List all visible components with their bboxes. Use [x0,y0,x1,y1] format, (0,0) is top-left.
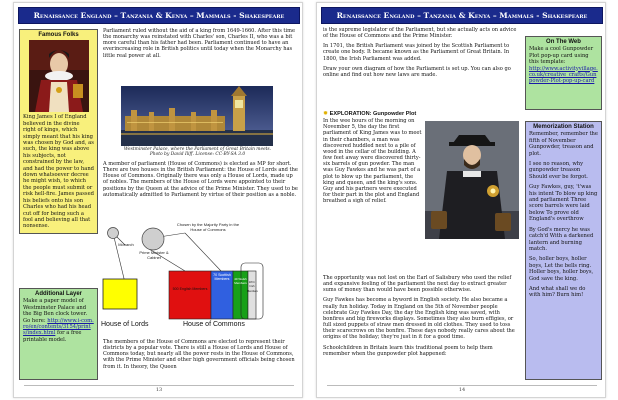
parliament-diagram [101,221,301,337]
right-page [316,2,606,398]
memorization-title: Memorization Station [533,124,594,130]
house-of-commons-paragraph: The members of the House of Commons are elected to represent their districts by a popular vote. There is still a House of Lords and House of Commons today, but nearly all the power rests in the House of Commons, with the Prime Minister and other high government officials being chosen from it. In theory, the Queen [103,339,295,370]
on-the-web-box [525,36,602,110]
poem-stanza-3: Guy Fawkes, guy, 't'was his intent To blow up king and parliament Three score barrels were laid below To prove old England's overthrow [529,184,598,223]
parliament-history-paragraph: Parliament ruled without the aid of a king from 1649-1660. After this time the monarchy was reinstated with Charles' son, Charles II, who was a bit more careful than his father had been. Parliament continued to have an everincreasing role in British politics until today when the Monarchy has little real power at all. [103,28,295,59]
poem-stanza-5: So, holler boys, holler boys, Let the bells ring. Holler boys, holler boys, God save the king. [529,256,594,282]
on-the-web-text: Make a cool Gunpowder Plot pop-up card using this template: [529,46,594,66]
exploration-text: In the wee hours of the morning on November 5, the day the first parliament of King James was to meet in their chambers, a man was discovered huddled next to a pile of wood in the cellar of the building. A few feet away were discovered thirty-six barrels of gun powder. The man was Guy Fawkes and he was part of a plot to blow up the parliament, the king and queen, and the king's sons. Guy and his partners were executed for their part in the plot and England breathed a sigh of relief. [323,118,422,205]
page-number: 13 [155,387,163,393]
westminster-model-link[interactable]: http://www.i-com.ro/en/contents/3154/prints/index.html [23,317,94,337]
scottish-members-label: 70 Scottish Members [213,273,231,282]
gunpowder-aftermath-text: The opportunity was not lost on the Earl of Salisbury who used the relief and expansive feeling of the parliament the next day to extract greater sums of money than would have been possible otherwise. Guy Fawkes has become a byword in English society. He also became a really fun holiday. Today in England on the 5th of November people celebrate Guy Fawkes Day, the day the English king was saved, with bonfires and big fireworks displays. Sometimes they also burn effigies, or full sized puppets of straw men dressed in old clothes. They used to toss their scarecrows on the bonfire. These days nobody really cares about the origins of the holiday; they're just in it for a good time. Schoolchildren in Britain learn this traditional poem to help them remember when the gunpowder plot happened: [323,275,515,357]
additional-layer-title: Additional Layer [34,291,82,297]
monarch-circle [108,228,119,239]
on-the-web-title: On The Web [546,39,581,45]
prime-minister-circle [142,228,164,250]
exploration-section [323,111,423,273]
house-of-commons-label: House of Commons [183,321,245,328]
page-banner: Renaissance England – Tanzania & Kenya – Mammals - Shakespeare [321,7,603,24]
page-number: 14 [458,387,466,393]
westminster-palace-photo [121,86,273,146]
house-of-lords-block [103,279,137,309]
poem-stanza-4: By God's mercy he was catch'd With a darkened lantern and burning match. [529,226,594,252]
famous-folks-text: King James I of England believed in the divine right of kings, which simply meant that his king was chosen by God and, as such, the king was above his subjects, not constrained by the law, and had the power to hand down whatsoever decree he might wish, to which the people must submit or risk hell-fire. James passed his beliefs onto his son Charles who had his head cut off for being such a fool and believing all that nonsense. [23,114,94,230]
king-james-portrait [29,40,89,112]
footer-divider [327,385,597,386]
additional-layer-text: Make a paper model of Westminster Palace and the Big Ben clock tower. Go here: http://www.i-com.ro/en/contents/3154/prints/index.html for a free printable model. [23,298,94,343]
gunpowder-card-link[interactable]: http://www.activityvillage.co.uk/creative_crafts/Gunpowder-Plot-pop-up-card [529,65,598,85]
chosen-by-label: Chosen by the Majority Party in the House of Commons [176,222,240,232]
parliament-diagram-shapes [101,221,301,337]
guy-fawkes-illustration [425,121,519,239]
left-page [13,2,303,398]
exploration-title: EXPLORATION: Gunpowder Plot [329,111,417,117]
poem-stanza-6: And what shall we do with him? Burn him! [529,285,586,299]
english-members-label: 500 English Members [172,287,208,291]
irish-members-label: 18 N. Irish Members [247,281,258,293]
houses-of-parliament-paragraph: A member of parliament (House of Commons) is elected as MP for short. There are two houses in the British Parliament: the House of Lords and the House of Commons. Originally there was only a House of Lords, made up of nobles. The members of the House of Lords were appointed to their positions by the Queen at the advice of the Prime Minister. They used to be automatically admitted to Parliament by virtue of their position as a noble. [103,161,298,198]
irish-members-block [248,271,256,319]
welsh-members-label: 40 Welsh Members [234,277,247,286]
sun-icon: ✹ [323,111,329,117]
footer-divider [24,385,294,386]
parliament-legislator-paragraph: is the supreme legislator of the Parliament, but she actually acts on advice of the House of Commons and the Prime Minister. In 1701, the British Parliament was joined by the Scottish Parliament to create one body. It became known as the Parliament of Great Britain. In 1800, the Irish Parliament was added. Draw your own diagram of how the Parliament is set up. You can also go online and find out how new laws are made. [323,27,517,78]
poem-stanza-2: I see no reason, why gunpowder treason Should ever be forgot. [529,161,588,180]
poem-stanza-1: Remember, remember the fifth of November Gunpowder, treason and plot. [529,131,598,157]
famous-folks-box [19,29,98,234]
memorization-station-box [525,121,602,380]
page-banner: Renaissance England – Tanzania & Kenya – Mammals - Shakespeare [18,7,300,24]
famous-folks-title: Famous Folks [38,32,79,38]
photo-caption: Westminster Palace, where the Parliament of Great Britain meets. Photo by David Iliff. License: CC-BY-SA 3.0 [123,147,272,158]
house-of-lords-label: House of Lords [101,321,149,328]
prime-minister-label: Prime Minister & Cabinet [139,250,169,260]
english-members-block [169,271,211,319]
additional-layer-box [19,288,98,380]
monarch-label: Monarch [118,242,134,247]
